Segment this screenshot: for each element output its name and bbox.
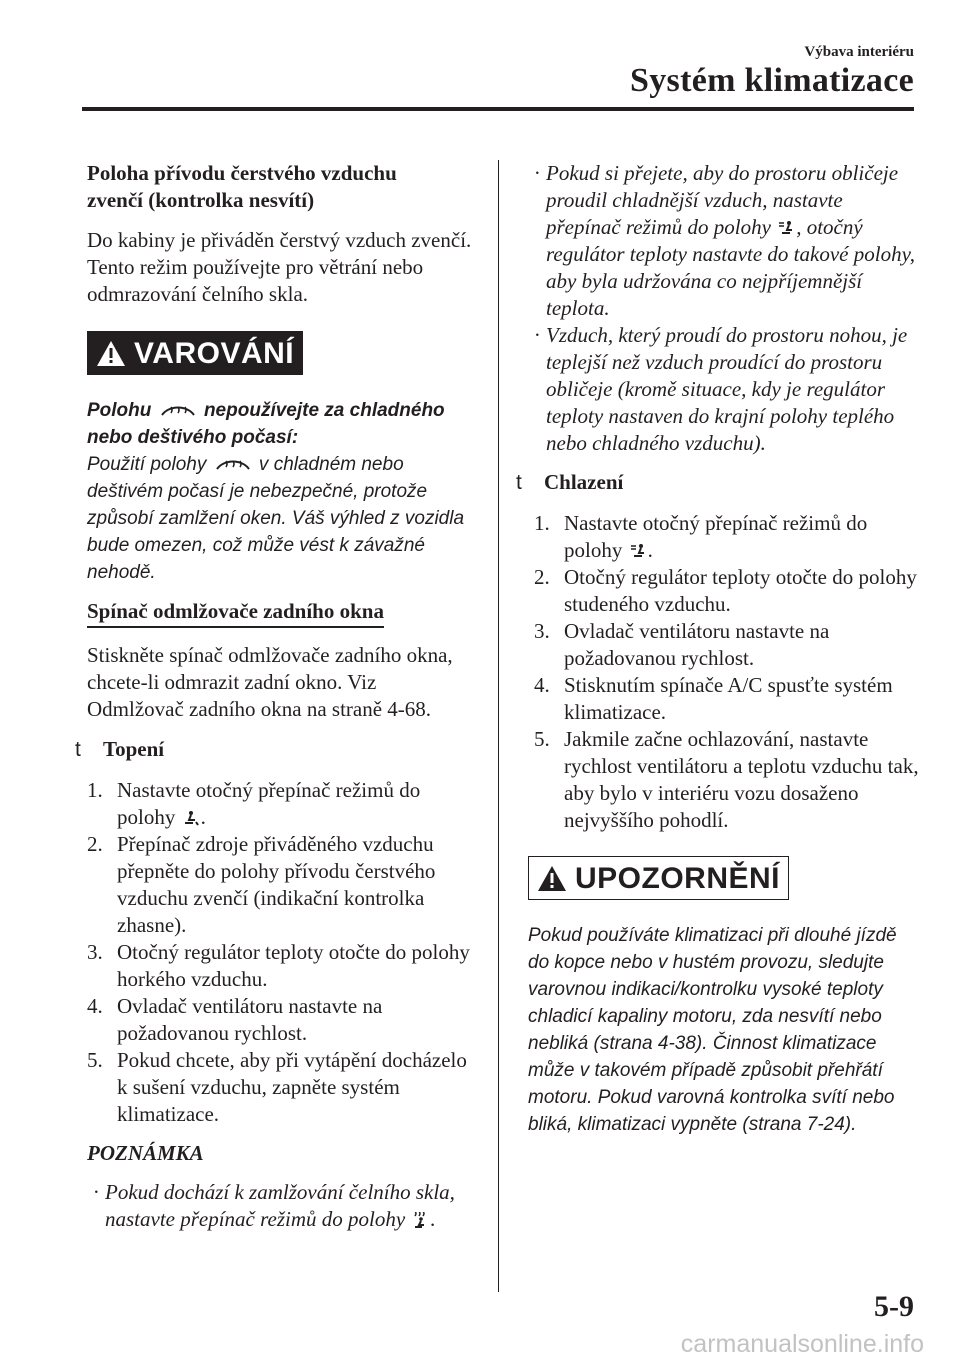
step-number: 1. [534,511,550,535]
step-number: 5. [87,1048,103,1072]
warning-title-a: Polohu [87,400,152,421]
heating-heading-text: Topení [103,737,165,761]
page-number: 5-9 [874,1290,914,1323]
heating-heading [75,736,472,763]
list-item [87,1047,472,1128]
floor-vent-icon [183,810,199,826]
caution-label: UPOZORNĚNÍ [575,861,781,895]
list-item [87,993,472,1047]
fresh-air-intro: Do kabiny je přiváděn čerstvý vzduch zvenčí. Tento režim používejte pro větrání nebo odmrazování čelního skla. [87,228,472,306]
warning-body [87,451,472,586]
bullet-dot: · [534,161,540,185]
warning-triangle-icon [96,340,126,367]
note-list [87,1179,472,1233]
step-number: 3. [87,940,103,964]
list-item [534,726,920,834]
windshield-defrost-icon [159,402,197,418]
step-text-b: . [200,805,206,829]
step-text: Otočný regulátor teploty otočte do polohy studeného vzduchu. [564,565,917,616]
step-number: 2. [87,832,103,856]
list-item [87,831,472,939]
bullet-text-b: , otočný regulátor teploty nastavte do takové polohy, aby byla udržována co nejpříjemnější teplota. [546,215,915,320]
step-text-a: Nastavte otočný přepínač režimů do polohy [117,778,421,829]
step-number: 3. [534,619,550,643]
page-title: Systém klimatizace [630,62,914,99]
list-item [534,672,920,726]
step-text: Přepínač zdroje přiváděného vzduchu přepněte do polohy přívodu čerstvého vzduchu zvenčí (indikační kontrolka zhasne). [117,832,436,937]
step-text: Ovladač ventilátoru nastavte na požadovanou rychlost. [564,619,830,670]
step-number: 4. [87,994,103,1018]
bullet-dot: · [93,1180,99,1204]
bullet-text-a: Pokud si přejete, aby do prostoru obličeje proudil chladnější vzduch, nastavte přepínač režimů do polohy [546,161,899,239]
rear-defrost-heading: Spínač odmlžovače zadního okna [87,598,384,628]
step-text-b: . [647,538,653,562]
face-vent-icon [630,543,646,559]
list-item [528,322,920,457]
fresh-air-heading-line2: zvenčí (kontrolka nesvítí) [87,188,315,212]
floor-defrost-icon [412,1212,428,1228]
step-number: 2. [534,565,550,589]
header-rule [82,107,914,111]
note-list-continued [528,160,920,457]
cooling-marker: t [516,471,522,494]
cooling-heading [516,469,920,496]
warning-title [87,397,472,451]
warning-badge [87,331,303,375]
bullet-text [546,160,920,322]
step-number: 4. [534,673,550,697]
note-heading: POZNÁMKA [87,1141,204,1165]
left-column [75,160,472,1233]
cooling-heading-text: Chlazení [544,470,624,494]
step-text [117,777,472,831]
heating-steps [87,777,472,1128]
step-text [564,510,920,564]
bullet-text-a: Pokud dochází k zamlžování čelního skla, nastavte přepínač režimů do polohy [105,1180,455,1231]
header-section: Výbava interiéru [804,44,914,60]
bullet-text: Vzduch, který proudí do prostoru nohou, je teplejší než vzduch proudící do prostoru obličeje (kromě situace, kdy je regulátor teploty nastaven do krajní polohy teplého nebo chladného vzduchu). [546,323,908,455]
list-item [87,939,472,993]
step-text: Otočný regulátor teploty otočte do polohy horkého vzduchu. [117,940,470,991]
heating-marker: t [75,738,81,761]
step-number: 5. [534,727,550,751]
fresh-air-heading-line1: Poloha přívodu čerstvého vzduchu [87,161,397,185]
warning-title-b: nepoužívejte za chladného nebo deštivého počasí: [87,400,445,448]
warning-body-b: v chladném nebo deštivém počasí je nebezpečné, protože způsobí zamlžení oken. Váš výhled z vozidla bude omezen, což může vést k závažné nehodě. [87,454,465,583]
list-item [534,564,920,618]
step-number: 1. [87,778,103,802]
bullet-text [105,1179,472,1233]
rear-defrost-body: Stiskněte spínač odmlžovače zadního okna, chcete-li odmrazit zadní okno. Viz Odmlžovač zadního okna na straně 4-68. [87,643,453,721]
warning-body-a: Použití polohy [87,454,207,475]
step-text: Stisknutím spínače A/C spusťte systém klimatizace. [564,673,893,724]
bullet-text-b: . [430,1207,436,1231]
column-divider [498,160,499,1292]
right-column [516,160,920,1138]
face-vent-icon [778,220,794,236]
list-item [528,160,920,322]
caution-body: Pokud používáte klimatizaci při dlouhé jízdě do kopce nebo v hustém provozu, sledujte varovnou indikaci/kontrolku vysoké teploty chladicí kapaliny motoru, zda nesvítí nebo nebliká (strana 4-38). Činnost klimatizace může v takovém případě způsobit přehřátí motoru. Pokud varovná kontrolka svítí nebo bliká, klimatizaci vypněte (strana 7-24). [528,925,897,1135]
list-item [534,618,920,672]
list-item [87,1179,472,1233]
step-text: Jakmile začne ochlazování, nastavte rychlost ventilátoru a teplotu vzduchu tak, aby bylo v interiéru vozu dosaženo nejvyššího pohodlí. [564,727,919,832]
step-text: Pokud chcete, aby při vytápění docházelo k sušení vzduchu, zapněte systém klimatizace. [117,1048,467,1126]
list-item [534,510,920,564]
step-text-a: Nastavte otočný přepínač režimů do polohy [564,511,868,562]
step-text: Ovladač ventilátoru nastavte na požadovanou rychlost. [117,994,383,1045]
list-item [87,777,472,831]
warning-triangle-icon [537,865,567,892]
cooling-steps [534,510,920,834]
warning-label: VAROVÁNÍ [134,336,295,370]
fresh-air-heading [87,160,472,214]
caution-badge [528,856,789,900]
watermark: carmanualsonline.info [680,1330,924,1358]
windshield-defrost-icon [214,456,252,472]
bullet-dot: · [534,323,540,347]
